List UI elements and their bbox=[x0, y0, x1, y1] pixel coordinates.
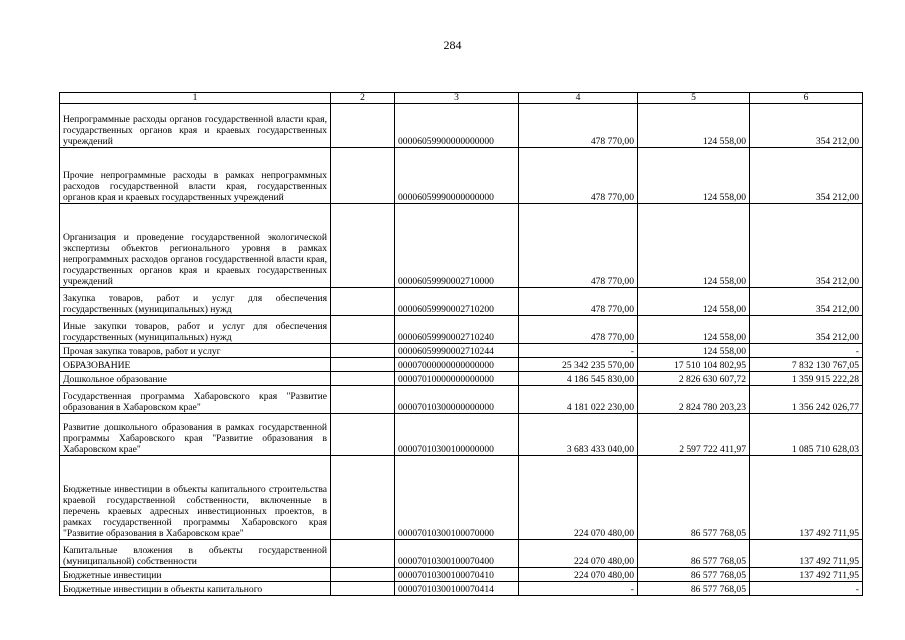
page-number: 284 bbox=[443, 38, 462, 52]
table-row bbox=[60, 568, 863, 582]
row-col2 bbox=[331, 540, 395, 568]
row-col2 bbox=[331, 372, 395, 386]
table-row bbox=[60, 358, 863, 372]
table-header-row bbox=[60, 93, 863, 104]
row-value-5: 124 558,00 bbox=[638, 148, 750, 204]
row-value-4: - bbox=[519, 582, 638, 596]
row-code: 00007010300100070400 bbox=[395, 540, 519, 568]
row-name: Непрограммные расходы органов государственной власти края, государственных органов края и краевых государственных учреждений bbox=[60, 104, 331, 148]
row-col2 bbox=[331, 456, 395, 540]
column-header: 1 bbox=[60, 93, 331, 104]
row-code: 00006059990002710240 bbox=[395, 316, 519, 344]
column-header: 5 bbox=[638, 93, 750, 104]
row-name: Бюджетные инвестиции в объекты капитального строительства краевой государственной собственности, включенные в перечень краевых адресных инвестиционных проектов, в рамках государственной программы Хабаровского края "Развитие образования в Хабаровском крае" bbox=[60, 456, 331, 540]
row-value-6: 354 212,00 bbox=[750, 316, 863, 344]
row-value-4: 478 770,00 bbox=[519, 316, 638, 344]
row-value-4: 224 070 480,00 bbox=[519, 456, 638, 540]
table-row bbox=[60, 582, 863, 596]
row-col2 bbox=[331, 386, 395, 414]
row-value-6: 1 085 710 628,03 bbox=[750, 414, 863, 456]
row-value-6: 7 832 130 767,05 bbox=[750, 358, 863, 372]
row-col2 bbox=[331, 358, 395, 372]
row-value-6: - bbox=[750, 582, 863, 596]
row-code: 00007010300100070000 bbox=[395, 456, 519, 540]
budget-table bbox=[59, 92, 863, 596]
row-value-5: 2 826 630 607,72 bbox=[638, 372, 750, 386]
row-code: 00006059900000000000 bbox=[395, 104, 519, 148]
table-row bbox=[60, 372, 863, 386]
table-row bbox=[60, 540, 863, 568]
row-code: 00006059990000000000 bbox=[395, 148, 519, 204]
row-value-5: 124 558,00 bbox=[638, 316, 750, 344]
table-row bbox=[60, 456, 863, 540]
row-value-5: 2 824 780 203,23 bbox=[638, 386, 750, 414]
column-header: 3 bbox=[395, 93, 519, 104]
row-value-5: 86 577 768,05 bbox=[638, 568, 750, 582]
row-code: 00007010000000000000 bbox=[395, 372, 519, 386]
row-value-6: 137 492 711,95 bbox=[750, 568, 863, 582]
table-row bbox=[60, 204, 863, 288]
row-name: Капитальные вложения в объекты государственной (муниципальной) собственности bbox=[60, 540, 331, 568]
row-value-6: 1 356 242 026,77 bbox=[750, 386, 863, 414]
table-row bbox=[60, 104, 863, 148]
table-row bbox=[60, 316, 863, 344]
row-value-4: 4 186 545 830,00 bbox=[519, 372, 638, 386]
row-value-4: 478 770,00 bbox=[519, 148, 638, 204]
row-name: ОБРАЗОВАНИЕ bbox=[60, 358, 331, 372]
row-code: 00006059990002710000 bbox=[395, 204, 519, 288]
row-value-4: 478 770,00 bbox=[519, 104, 638, 148]
row-value-6: 354 212,00 bbox=[750, 288, 863, 316]
row-col2 bbox=[331, 316, 395, 344]
row-value-5: 124 558,00 bbox=[638, 344, 750, 358]
row-name: Развитие дошкольного образования в рамках государственной программы Хабаровского края "Развитие образования в Хабаровском крае" bbox=[60, 414, 331, 456]
row-name: Государственная программа Хабаровского края "Развитие образования в Хабаровском крае" bbox=[60, 386, 331, 414]
row-value-5: 124 558,00 bbox=[638, 104, 750, 148]
row-value-5: 124 558,00 bbox=[638, 288, 750, 316]
row-value-4: 224 070 480,00 bbox=[519, 568, 638, 582]
row-name: Бюджетные инвестиции в объекты капитального bbox=[60, 582, 331, 596]
row-code: 00007010300100070410 bbox=[395, 568, 519, 582]
row-name: Прочая закупка товаров, работ и услуг bbox=[60, 344, 331, 358]
row-name: Дошкольное образование bbox=[60, 372, 331, 386]
row-value-4: 478 770,00 bbox=[519, 204, 638, 288]
row-value-6: 1 359 915 222,28 bbox=[750, 372, 863, 386]
row-value-5: 124 558,00 bbox=[638, 204, 750, 288]
row-name: Организация и проведение государственной экологической экспертизы объектов регионального уровня в рамках непрограммных расходов органов государственной власти края, государственных органов края и краевых государственных учреждений bbox=[60, 204, 331, 288]
row-code: 00007000000000000000 bbox=[395, 358, 519, 372]
row-value-5: 86 577 768,05 bbox=[638, 456, 750, 540]
row-name: Иные закупки товаров, работ и услуг для обеспечения государственных (муниципальных) нужд bbox=[60, 316, 331, 344]
row-col2 bbox=[331, 288, 395, 316]
row-code: 00006059990002710244 bbox=[395, 344, 519, 358]
row-value-6: 354 212,00 bbox=[750, 204, 863, 288]
row-value-5: 17 510 104 802,95 bbox=[638, 358, 750, 372]
row-value-6: - bbox=[750, 344, 863, 358]
row-col2 bbox=[331, 344, 395, 358]
row-code: 00007010300100000000 bbox=[395, 414, 519, 456]
row-value-4: 224 070 480,00 bbox=[519, 540, 638, 568]
row-code: 00007010300000000000 bbox=[395, 386, 519, 414]
row-value-6: 137 492 711,95 bbox=[750, 456, 863, 540]
column-header: 4 bbox=[519, 93, 638, 104]
row-code: 00007010300100070414 bbox=[395, 582, 519, 596]
row-value-4: 478 770,00 bbox=[519, 288, 638, 316]
row-col2 bbox=[331, 148, 395, 204]
row-value-6: 354 212,00 bbox=[750, 148, 863, 204]
row-col2 bbox=[331, 568, 395, 582]
row-col2 bbox=[331, 414, 395, 456]
row-name: Бюджетные инвестиции bbox=[60, 568, 331, 582]
row-col2 bbox=[331, 204, 395, 288]
row-value-4: 25 342 235 570,00 bbox=[519, 358, 638, 372]
table-row bbox=[60, 288, 863, 316]
table-row bbox=[60, 344, 863, 358]
row-value-5: 86 577 768,05 bbox=[638, 582, 750, 596]
row-value-4: 4 181 022 230,00 bbox=[519, 386, 638, 414]
row-col2 bbox=[331, 582, 395, 596]
column-header: 6 bbox=[750, 93, 863, 104]
row-value-5: 2 597 722 411,97 bbox=[638, 414, 750, 456]
row-code: 00006059990002710200 bbox=[395, 288, 519, 316]
row-value-4: - bbox=[519, 344, 638, 358]
row-value-6: 137 492 711,95 bbox=[750, 540, 863, 568]
row-value-5: 86 577 768,05 bbox=[638, 540, 750, 568]
table-row bbox=[60, 148, 863, 204]
row-col2 bbox=[331, 104, 395, 148]
column-header: 2 bbox=[331, 93, 395, 104]
row-value-6: 354 212,00 bbox=[750, 104, 863, 148]
row-name: Закупка товаров, работ и услуг для обеспечения государственных (муниципальных) нужд bbox=[60, 288, 331, 316]
table-row bbox=[60, 386, 863, 414]
row-value-4: 3 683 433 040,00 bbox=[519, 414, 638, 456]
table-row bbox=[60, 414, 863, 456]
row-name: Прочие непрограммные расходы в рамках непрограммных расходов государственной власти края, государственных органов края и краевых государственных учреждений bbox=[60, 148, 331, 204]
